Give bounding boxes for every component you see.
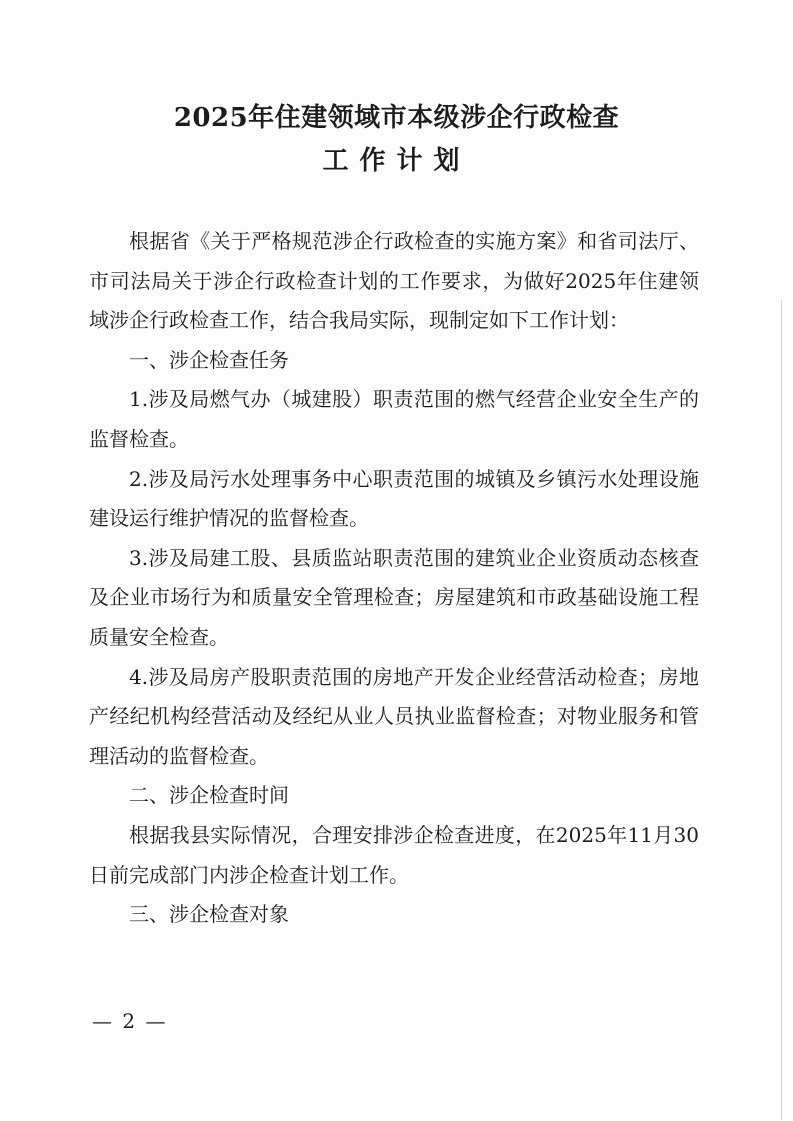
document-subtitle: 工作计划 <box>322 146 471 176</box>
section-heading-targets: 三、涉企检查对象 <box>129 902 289 927</box>
document-title: 2025年住建领域市本级涉企行政检查 <box>173 103 620 133</box>
document-body <box>89 222 699 935</box>
time-paragraph: 根据我县实际情况，合理安排涉企检查进度，在2025年11月30日前完成部门内涉企检查计划工作。 <box>89 822 699 887</box>
page-number: — 2 — <box>92 1009 168 1033</box>
scan-edge-line <box>781 300 782 1120</box>
section-heading-tasks: 一、涉企检查任务 <box>129 347 289 372</box>
task-item-3: 3.涉及局建工股、县质监站职责范围的建筑业企业资质动态核查及企业市场行为和质量安全管理检查；房屋建筑和市政基础设施工程质量安全检查。 <box>89 545 699 649</box>
task-item-4: 4.涉及局房产股职责范围的房地产开发企业经营活动检查；房地产经纪机构经营活动及经纪从业人员执业监督检查；对物业服务和管理活动的监督检查。 <box>89 664 699 768</box>
section-heading-time: 二、涉企检查时间 <box>129 783 289 808</box>
task-item-1: 1.涉及局燃气办（城建股）职责范围的燃气经营企业安全生产的监督检查。 <box>89 387 699 451</box>
task-item-2: 2.涉及局污水处理事务中心职责范围的城镇及乡镇污水处理设施建设运行维护情况的监督检查。 <box>89 466 699 531</box>
intro-paragraph: 根据省《关于严格规范涉企行政检查的实施方案》和省司法厅、市司法局关于涉企行政检查计划的工作要求，为做好2025年住建领域涉企行政检查工作，结合我局实际，现制定如下工作计划： <box>89 229 699 333</box>
